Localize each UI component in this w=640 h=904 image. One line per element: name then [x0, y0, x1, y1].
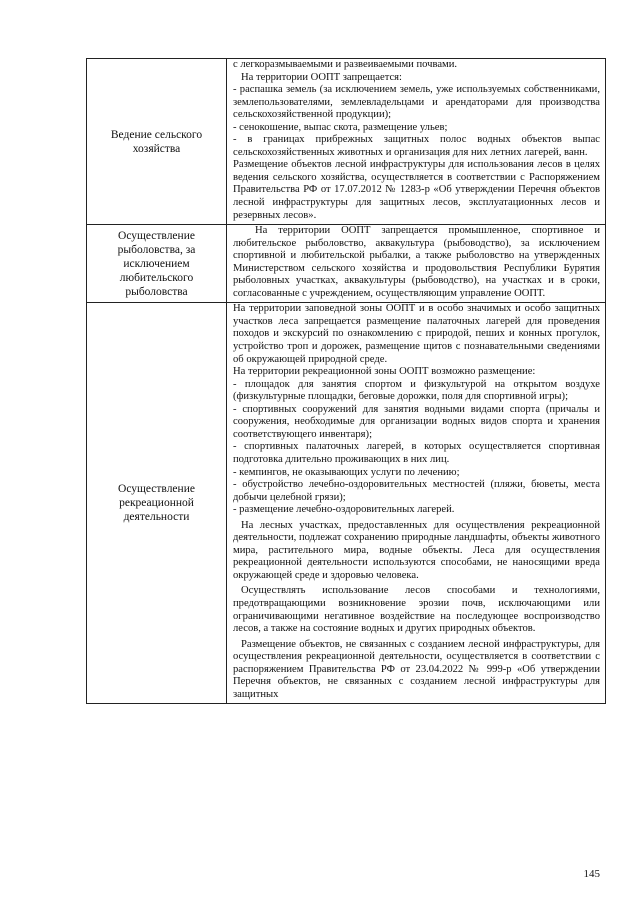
paragraph: с легкоразмываемыми и развеиваемыми почвами.	[233, 59, 458, 70]
paragraph: На территории заповедной зоны ООПТ и в особо значимых и особо защитных участков леса запрещается размещение палаточных лагерей для проведения походов и экскурсий по ознакомлению с природой, пеших и конных прогулок, устройство троп и дорожек, размещение щитов с познавательными сведениями об окружающей природной среде.	[233, 303, 600, 365]
paragraph: Осуществлять использование лесов способами и технологиями, предотвращающими возникновение эрозии почв, исключающими или ограничивающими негативное воздействие на последующее воспроизводство лесов, а также на состояние водных и других природных объектов.	[233, 585, 600, 635]
activity-label-cell	[87, 225, 227, 303]
rules-cell	[227, 225, 606, 303]
paragraph: На территории ООПТ запрещается:	[241, 71, 402, 83]
paragraph: - распашка земель (за исключением земель, уже используемых собственниками, землепользователями, землевладельцами и арендаторами для производства сельскохозяйственной продукции);	[233, 84, 600, 121]
table-row	[87, 303, 606, 704]
table-row	[87, 59, 606, 225]
paragraph: Размещение объектов лесной инфраструктуры для использования лесов в целях ведения сельского хозяйства, осуществляется в соответствии с Распоряжением Правительства РФ от 17.07.2012 № 1283-р «Об утверждении Перечня объектов лесной инфраструктуры для защитных лесов, эксплуатационных лесов и резервных лесов».	[233, 159, 600, 221]
paragraph: На территории рекреационной зоны ООПТ возможно размещение:	[233, 366, 536, 378]
paragraph: На лесных участках, предоставленных для осуществления рекреационной деятельности, подлежат сохранению природные ландшафты, объекты животного мира, растительного мира, водные объекты. Леса для осуществления рекреационной деятельности используются способами, не наносящими вреда окружающей среде и здоровью человека.	[233, 519, 600, 581]
regulations-table	[86, 58, 606, 704]
paragraph: - спортивных палаточных лагерей, в которых осуществляется спортивная подготовка длительно проживающих в них лиц.	[233, 441, 600, 465]
paragraph: На территории ООПТ запрещается промышленное, спортивное и любительское рыболовство, аквакультура (рыбоводство), за исключением спортивной и любительской рыбалки, а также рыболовство на утвержденных Министерством сельского хозяйства и продовольствия Республики Бурятия рыболовных участках, аквакультуры (рыбоводство), на участках и в сроки, согласованные с учреждением, осуществляющим управление ООПТ.	[233, 225, 600, 299]
paragraph: - спортивных сооружений для занятия водными видами спорта (причалы и сооружения, необходимые для организации водных видов спорта и хранения соответствующего инвентаря);	[233, 403, 600, 440]
paragraph: - в границах прибрежных защитных полос водных объектов выпас сельскохозяйственных животных и организация для них летних лагерей, ванн.	[233, 134, 600, 158]
activity-label-cell	[87, 303, 227, 704]
page-number: 145	[583, 868, 600, 880]
paragraph: - размещение лечебно-оздоровительных лагерей.	[233, 504, 455, 516]
activity-label-cell	[87, 59, 227, 225]
paragraph: Размещение объектов, не связанных с созданием лесной инфраструктуры, для осуществления рекреационной деятельности, осуществляется в соответствии с распоряжением Правительства РФ от 23.04.2022 № 999-р «Об утверждении Перечня объектов, не связанных с созданием лесной инфраструктуры для защитных	[233, 638, 600, 700]
activity-label: Ведение сельского хозяйства	[110, 128, 203, 155]
paragraph: - обустройство лечебно-оздоровительных местностей (пляжи, бюветы, места добычи целебной грязи);	[233, 479, 600, 503]
activity-label: Осуществление рекреационной деятельности	[118, 483, 195, 524]
paragraph: - сенокошение, выпас скота, размещение ульев;	[233, 121, 448, 133]
rules-cell	[227, 303, 606, 704]
paragraph: - кемпингов, не оказывающих услуги по лечению;	[233, 466, 460, 478]
paragraph: - площадок для занятия спортом и физкультурой на открытом воздухе (физкультурные площадки, беговые дорожки, поля для спортивной игры);	[233, 378, 600, 403]
rules-cell	[227, 59, 606, 225]
table-row	[87, 225, 606, 303]
activity-label: Осуществление рыболовства, за исключением любительского рыболовства	[117, 229, 196, 298]
